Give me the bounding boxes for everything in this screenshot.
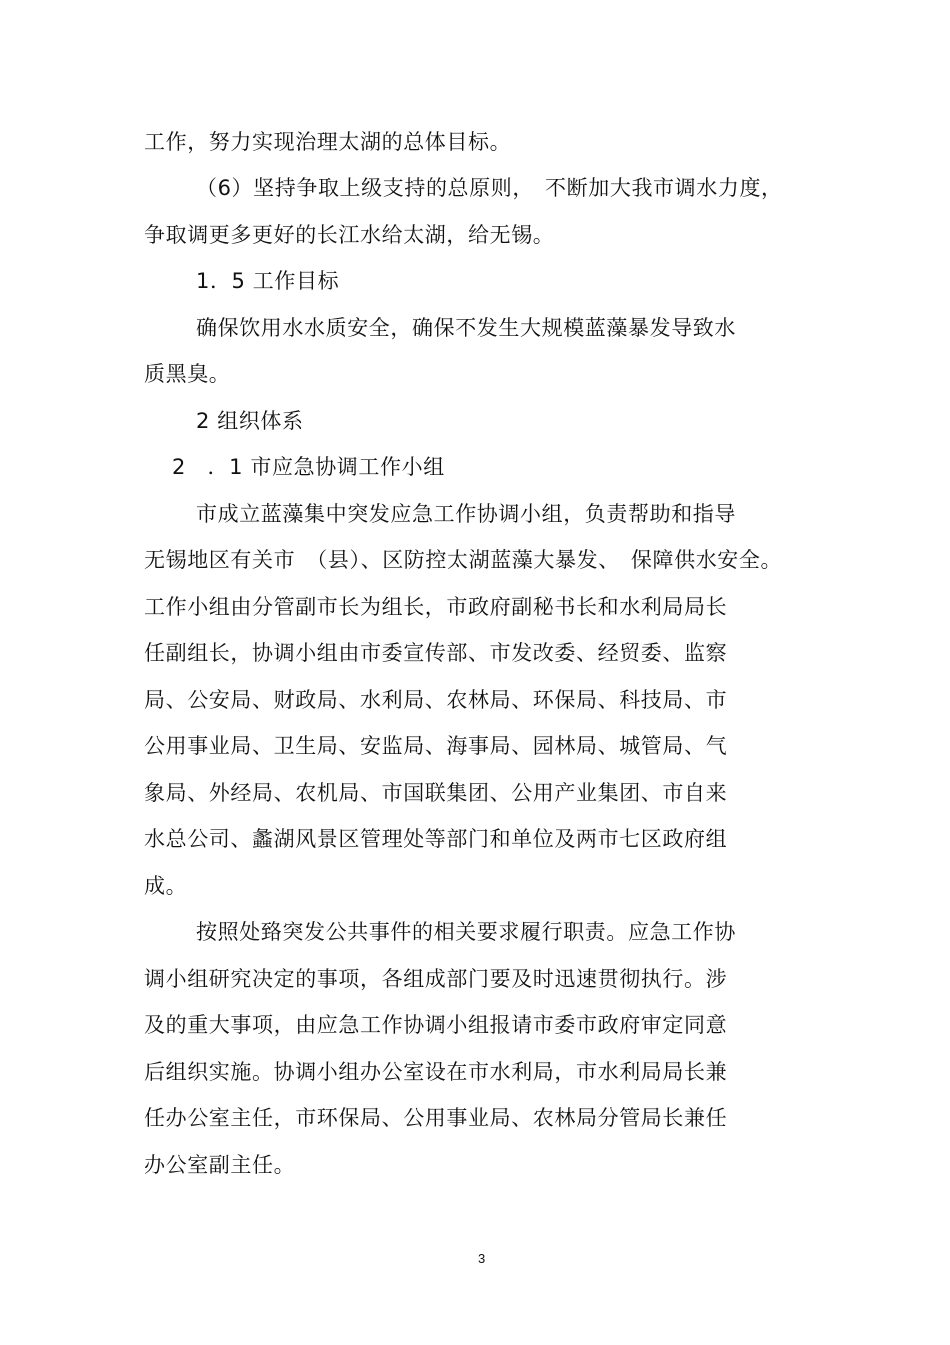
text-line-11: 工作小组由分管副市长为组长，市政府副秘书长和水利局局长	[144, 595, 728, 619]
text-line-9: 市成立蓝藻集中突发应急工作协调小组，负责帮助和指导	[196, 502, 736, 526]
text-line-2: （6）坚持争取上级支持的总原则， 不断加大我市调水力度，	[196, 176, 783, 200]
text-line-5: 确保饮用水水质安全，确保不发生大规模蓝藻暴发导致水	[196, 316, 736, 340]
text-line-6: 质黑臭。	[144, 362, 231, 386]
text-line-18: 按照处臵突发公共事件的相关要求履行职责。应急工作协	[196, 920, 736, 944]
text-line-1: 工作，努力实现治理太湖的总体目标。	[144, 130, 512, 154]
section-heading-2-1: 2 ．1 市应急协调工作小组	[172, 455, 445, 479]
text-line-20: 及的重大事项，由应急工作协调小组报请市委市政府审定同意	[144, 1013, 728, 1037]
text-line-16: 水总公司、蠡湖风景区管理处等部门和单位及两市七区政府组	[144, 827, 728, 851]
text-line-14: 公用事业局、卫生局、安监局、海事局、园林局、城管局、气	[144, 734, 728, 758]
page-number: 3	[478, 1251, 486, 1266]
section-heading-2: 2 组织体系	[196, 409, 304, 433]
text-line-22: 任办公室主任，市环保局、公用事业局、农林局分管局长兼任	[144, 1106, 728, 1130]
text-line-3: 争取调更多更好的长江水给太湖，给无锡。	[144, 223, 555, 247]
section-heading-1-5: 1．5 工作目标	[196, 269, 340, 293]
text-line-17: 成。	[144, 874, 188, 898]
text-line-13: 局、公安局、财政局、水利局、农林局、环保局、科技局、市	[144, 688, 728, 712]
text-line-15: 象局、外经局、农机局、市国联集团、公用产业集团、市自来	[144, 781, 728, 805]
text-line-23: 办公室副主任。	[144, 1153, 296, 1177]
text-line-12: 任副组长，协调小组由市委宣传部、市发改委、经贸委、监察	[144, 641, 728, 665]
text-line-10: 无锡地区有关市 （县）、区防控太湖蓝藻大暴发、 保障供水安全。	[144, 548, 783, 572]
text-line-19: 调小组研究决定的事项，各组成部门要及时迅速贯彻执行。涉	[144, 967, 728, 991]
text-line-21: 后组织实施。协调小组办公室设在市水利局，市水利局局长兼	[144, 1060, 728, 1084]
